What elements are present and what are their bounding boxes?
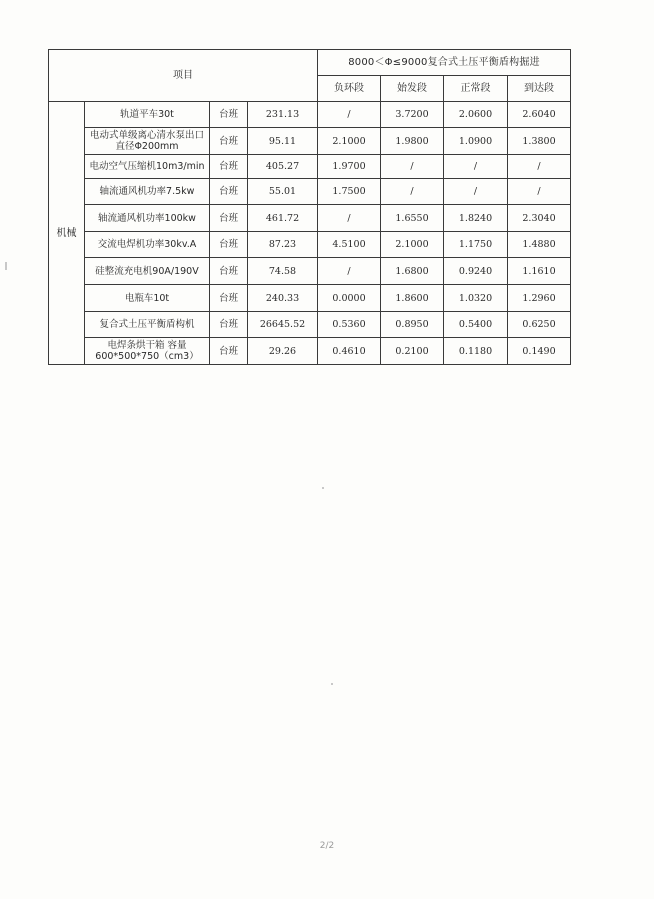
scan-speck <box>331 683 333 685</box>
value-negative-ring: 1.9700 <box>318 155 381 179</box>
unit-cell: 台班 <box>210 102 248 128</box>
table-row <box>49 155 571 179</box>
item-name: 轨道平车30t <box>85 102 210 128</box>
value-normal: 1.8240 <box>444 205 508 232</box>
unit-cell: 台班 <box>210 285 248 312</box>
value-normal: 1.0900 <box>444 128 508 155</box>
value-launch: 2.1000 <box>381 232 444 258</box>
unit-price: 26645.52 <box>248 312 318 338</box>
unit-price: 95.11 <box>248 128 318 155</box>
value-arrival: 0.1490 <box>508 338 571 365</box>
value-normal: 1.0320 <box>444 285 508 312</box>
item-name: 电动空气压缩机10m3/min <box>85 155 210 179</box>
phase-header-negative-ring: 负环段 <box>318 76 381 102</box>
unit-cell: 台班 <box>210 128 248 155</box>
table-row <box>49 102 571 128</box>
table-row <box>49 258 571 285</box>
unit-cell: 台班 <box>210 338 248 365</box>
unit-price: 74.58 <box>248 258 318 285</box>
unit-cell: 台班 <box>210 258 248 285</box>
page-number: 2/2 <box>319 841 335 851</box>
value-negative-ring: 0.5360 <box>318 312 381 338</box>
machinery-cost-table <box>48 49 571 365</box>
item-name: 电瓶车10t <box>85 285 210 312</box>
value-arrival: 2.6040 <box>508 102 571 128</box>
value-arrival: 2.3040 <box>508 205 571 232</box>
value-launch: 1.9800 <box>381 128 444 155</box>
unit-price: 240.33 <box>248 285 318 312</box>
unit-cell: 台班 <box>210 312 248 338</box>
table-row <box>49 285 571 312</box>
item-name: 电动式单级离心清水泵出口直径Φ200mm <box>85 128 210 155</box>
value-arrival: 1.1610 <box>508 258 571 285</box>
item-name: 电焊条烘干箱 容量600*500*750（cm3） <box>85 338 210 365</box>
value-arrival: 1.2960 <box>508 285 571 312</box>
table-row <box>49 312 571 338</box>
value-arrival: 1.4880 <box>508 232 571 258</box>
phase-header-normal: 正常段 <box>444 76 508 102</box>
table-row <box>49 128 571 155</box>
value-arrival: 1.3800 <box>508 128 571 155</box>
value-normal: / <box>444 179 508 205</box>
item-name: 轴流通风机功率100kw <box>85 205 210 232</box>
value-normal: 2.0600 <box>444 102 508 128</box>
category-machinery: 机械 <box>49 102 85 365</box>
value-normal: 0.5400 <box>444 312 508 338</box>
unit-cell: 台班 <box>210 232 248 258</box>
value-launch: 1.6550 <box>381 205 444 232</box>
value-negative-ring: / <box>318 102 381 128</box>
scan-speck <box>5 262 7 270</box>
value-negative-ring: 0.0000 <box>318 285 381 312</box>
table-row <box>49 232 571 258</box>
value-normal: 0.9240 <box>444 258 508 285</box>
item-name: 交流电焊机功率30kv.A <box>85 232 210 258</box>
value-launch: 1.6800 <box>381 258 444 285</box>
value-launch: 3.7200 <box>381 102 444 128</box>
value-normal: 0.1180 <box>444 338 508 365</box>
value-launch: / <box>381 155 444 179</box>
unit-price: 231.13 <box>248 102 318 128</box>
value-launch: 1.8600 <box>381 285 444 312</box>
unit-price: 29.26 <box>248 338 318 365</box>
value-negative-ring: / <box>318 258 381 285</box>
value-launch: 0.8950 <box>381 312 444 338</box>
phase-header-arrival: 到达段 <box>508 76 571 102</box>
item-name: 轴流通风机功率7.5kw <box>85 179 210 205</box>
table-row <box>49 338 571 365</box>
unit-cell: 台班 <box>210 205 248 232</box>
unit-price: 55.01 <box>248 179 318 205</box>
table-row <box>49 179 571 205</box>
table-row <box>49 205 571 232</box>
value-negative-ring: 1.7500 <box>318 179 381 205</box>
value-arrival: / <box>508 155 571 179</box>
item-name: 硅整流充电机90A/190V <box>85 258 210 285</box>
value-normal: 1.1750 <box>444 232 508 258</box>
value-negative-ring: / <box>318 205 381 232</box>
value-normal: / <box>444 155 508 179</box>
unit-price: 461.72 <box>248 205 318 232</box>
value-negative-ring: 4.5100 <box>318 232 381 258</box>
unit-price: 405.27 <box>248 155 318 179</box>
item-name: 复合式土压平衡盾构机 <box>85 312 210 338</box>
unit-cell: 台班 <box>210 155 248 179</box>
unit-price: 87.23 <box>248 232 318 258</box>
value-launch: 0.2100 <box>381 338 444 365</box>
phase-header-launch: 始发段 <box>381 76 444 102</box>
unit-cell: 台班 <box>210 179 248 205</box>
value-arrival: 0.6250 <box>508 312 571 338</box>
shield-tunneling-group-header: 8000＜Φ≤9000复合式土压平衡盾构掘进 <box>318 50 571 76</box>
value-launch: / <box>381 179 444 205</box>
item-header: 项目 <box>49 50 318 102</box>
value-negative-ring: 0.4610 <box>318 338 381 365</box>
value-arrival: / <box>508 179 571 205</box>
scan-speck <box>322 487 324 489</box>
value-negative-ring: 2.1000 <box>318 128 381 155</box>
